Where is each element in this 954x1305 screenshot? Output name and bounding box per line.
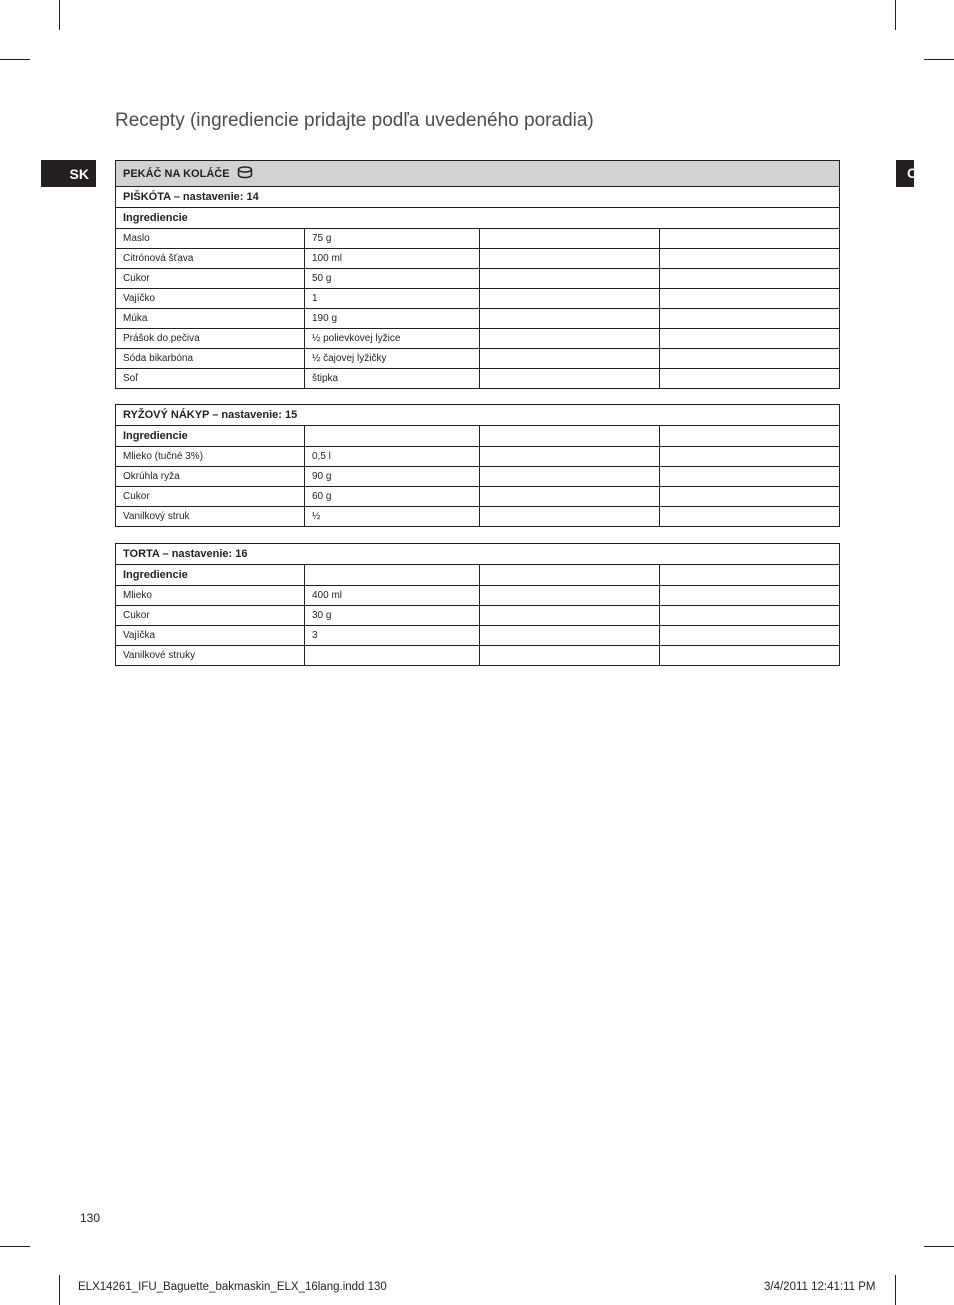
crop-mark [0, 59, 30, 60]
ingredient-amount: 400 ml [305, 586, 480, 606]
ingredient-name: Vajíčka [116, 626, 305, 646]
ingredient-amount: 60 g [305, 487, 480, 507]
empty-cell [480, 309, 660, 329]
ingredient-name: Cukor [116, 269, 305, 289]
empty-cell [660, 229, 840, 249]
ingredient-amount: 0,5 l [305, 447, 480, 467]
empty-cell [660, 426, 840, 447]
ingredient-amount: 190 g [305, 309, 480, 329]
recipe-title: PIŠKÓTA – nastavenie: 14 [116, 187, 840, 208]
ingredient-name: Vanilkové struky [116, 646, 305, 666]
ingredient-name: Citrónová šťava [116, 249, 305, 269]
ingredient-amount: 100 ml [305, 249, 480, 269]
ingredient-name: Vajíčko [116, 289, 305, 309]
empty-cell [480, 249, 660, 269]
ingredient-name: Sóda bikarbóna [116, 349, 305, 369]
recipe-table-1 [115, 160, 840, 389]
empty-cell [660, 369, 840, 389]
crop-mark [895, 1275, 896, 1305]
empty-cell [480, 586, 660, 606]
ingredient-name: Prášok do pečiva [116, 329, 305, 349]
empty-cell [480, 447, 660, 467]
empty-cell [660, 507, 840, 527]
empty-cell [660, 249, 840, 269]
empty-cell [660, 447, 840, 467]
ingredient-name: Soľ [116, 369, 305, 389]
crop-mark [0, 1246, 30, 1247]
table-row [116, 586, 840, 606]
ingredient-name: Okrúhla ryža [116, 467, 305, 487]
ingredient-amount: 30 g [305, 606, 480, 626]
ingredient-name: Múka [116, 309, 305, 329]
empty-cell [480, 349, 660, 369]
empty-cell [660, 487, 840, 507]
ingredient-amount: ½ čajovej lyžičky [305, 349, 480, 369]
ingredients-header-row [116, 426, 840, 447]
ingredients-header-row [116, 208, 840, 229]
empty-cell [480, 467, 660, 487]
empty-cell [660, 349, 840, 369]
crop-mark [924, 59, 954, 60]
table-row [116, 447, 840, 467]
empty-cell [480, 369, 660, 389]
recipe-table-2 [115, 404, 840, 527]
empty-cell [660, 626, 840, 646]
empty-cell [480, 646, 660, 666]
table-row [116, 229, 840, 249]
ingredients-header: Ingrediencie [116, 426, 305, 447]
ingredient-amount: štipka [305, 369, 480, 389]
table-row [116, 369, 840, 389]
ingredient-amount: 90 g [305, 467, 480, 487]
page-heading: Recepty (ingrediencie pridajte podľa uvedeného poradia) [115, 110, 594, 131]
ingredient-name: Mlieko [116, 586, 305, 606]
ingredients-header: Ingrediencie [116, 208, 840, 229]
ingredient-amount: 50 g [305, 269, 480, 289]
table-row [116, 349, 840, 369]
ingredient-amount: 75 g [305, 229, 480, 249]
empty-cell [660, 309, 840, 329]
empty-cell [480, 426, 660, 447]
empty-cell [660, 565, 840, 586]
empty-cell [480, 269, 660, 289]
recipe-title-row [116, 405, 840, 426]
crop-mark [895, 0, 896, 30]
ingredient-amount: ½ polievkovej lyžice [305, 329, 480, 349]
ingredient-name: Mlieko (tučné 3%) [116, 447, 305, 467]
ingredient-name: Cukor [116, 606, 305, 626]
footer-file-info: ELX14261_IFU_Baguette_bakmaskin_ELX_16lang.indd 130 [78, 1281, 387, 1293]
table-row [116, 249, 840, 269]
table-row [116, 646, 840, 666]
empty-cell [660, 646, 840, 666]
recipe-table-3 [115, 543, 840, 666]
empty-cell [480, 606, 660, 626]
language-tab: SK [41, 160, 96, 187]
ingredient-name: Cukor [116, 487, 305, 507]
category-cell [116, 161, 840, 187]
table-row [116, 487, 840, 507]
language-tab-next: C [896, 160, 914, 187]
ingredient-amount: ½ [305, 507, 480, 527]
empty-cell [480, 626, 660, 646]
table-row [116, 289, 840, 309]
empty-cell [305, 565, 480, 586]
empty-cell [660, 269, 840, 289]
empty-cell [480, 487, 660, 507]
page-number: 130 [80, 1211, 101, 1225]
empty-cell [480, 507, 660, 527]
ingredient-amount [305, 646, 480, 666]
empty-cell [660, 289, 840, 309]
table-row [116, 467, 840, 487]
table-row [116, 269, 840, 289]
empty-cell [305, 426, 480, 447]
category-row [116, 161, 840, 187]
cake-pan-icon [237, 166, 253, 182]
empty-cell [480, 565, 660, 586]
recipe-title: RYŽOVÝ NÁKYP – nastavenie: 15 [116, 405, 840, 426]
empty-cell [660, 586, 840, 606]
ingredient-amount: 1 [305, 289, 480, 309]
recipe-title-row [116, 187, 840, 208]
empty-cell [480, 329, 660, 349]
recipe-title-row [116, 544, 840, 565]
empty-cell [660, 467, 840, 487]
table-row [116, 507, 840, 527]
table-row [116, 329, 840, 349]
crop-mark [59, 0, 60, 30]
ingredient-amount: 3 [305, 626, 480, 646]
empty-cell [660, 329, 840, 349]
ingredient-name: Vanilkový struk [116, 507, 305, 527]
recipe-title: TORTA – nastavenie: 16 [116, 544, 840, 565]
table-row [116, 309, 840, 329]
ingredients-header-row [116, 565, 840, 586]
table-row [116, 606, 840, 626]
empty-cell [660, 606, 840, 626]
footer-date-time: 3/4/2011 12:41:11 PM [764, 1281, 876, 1293]
ingredient-name: Maslo [116, 229, 305, 249]
category-label: PEKÁČ NA KOLÁČE [123, 167, 230, 180]
empty-cell [480, 289, 660, 309]
empty-cell [480, 229, 660, 249]
crop-mark [924, 1246, 954, 1247]
crop-mark [59, 1275, 60, 1305]
table-row [116, 626, 840, 646]
ingredients-header: Ingrediencie [116, 565, 305, 586]
